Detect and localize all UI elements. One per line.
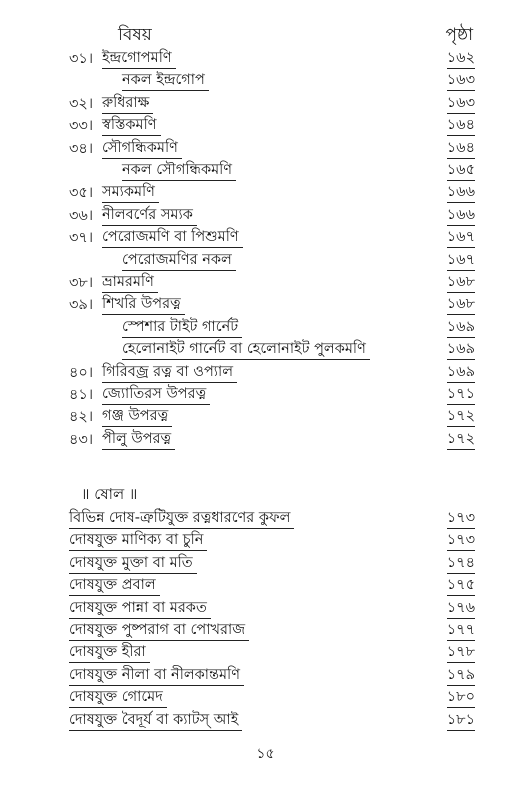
entry-title: সৌগন্ধিকমণি	[102, 138, 182, 159]
toc-entry	[0, 665, 531, 687]
toc-entry	[0, 93, 531, 115]
toc-entry	[0, 508, 531, 530]
entry-number: ৩৯।	[69, 297, 94, 314]
section-heading: ॥ ষোল ॥	[81, 485, 138, 503]
toc-entry	[0, 272, 531, 294]
toc-entry	[0, 317, 531, 339]
entry-title: দোষযুক্ত হীরা	[69, 642, 150, 663]
toc-entry	[0, 250, 531, 272]
entry-page: ১৭৪	[447, 553, 475, 574]
entry-page: ১৬৯	[447, 362, 475, 383]
toc-entry	[0, 227, 531, 249]
entry-title: দোষযুক্ত নীলা বা নীলকান্তমণি	[69, 665, 244, 686]
entry-number: ৩১।	[69, 51, 94, 67]
entry-page: ১৭৭	[447, 620, 475, 641]
header-page: পৃষ্ঠা	[445, 25, 473, 45]
entry-page: ১৬৩	[447, 93, 475, 114]
entry-title: ইন্দ্রগোপমণি	[102, 48, 176, 69]
entry-page: ১৭১	[447, 384, 475, 405]
entry-title: দোষযুক্ত পান্না বা মরকত	[69, 598, 211, 619]
entry-title: দোষযুক্ত গোমেদ	[69, 687, 167, 708]
entry-number: ৪০।	[69, 364, 94, 381]
entry-number: ৪১।	[69, 387, 94, 403]
entry-number: ৪২।	[69, 409, 94, 426]
entry-title: হেলোনাইট গার্নেট বা হেলোনাইট পুলকমণি	[122, 339, 370, 360]
entry-title: রুধিরাক্ষ	[102, 93, 153, 114]
entry-title: জ্যোতিরস উপরত্ন	[102, 384, 210, 405]
entry-page: ১৭৫	[447, 575, 475, 596]
entry-title: সম্যকমণি	[102, 182, 159, 203]
toc-entry	[0, 642, 531, 664]
entry-number: ৩৫।	[69, 185, 94, 202]
entry-page: ১৬৭	[447, 250, 475, 271]
entry-title: গঞ্জ উপরত্ন	[102, 406, 172, 427]
entry-page: ১৭৩	[447, 508, 475, 529]
entry-title: বিভিন্ন দোষ-ত্রুটিযুক্ত রত্নধারণের কুফল	[69, 508, 294, 529]
entry-title: দোষযুক্ত মুক্তা বা মতি	[69, 553, 197, 574]
toc-entry	[0, 687, 531, 709]
toc-entry	[0, 429, 531, 451]
toc-entry	[0, 406, 531, 428]
entry-page: ১৮০	[447, 687, 475, 708]
entry-title: দোষযুক্ত প্রবাল	[69, 575, 160, 596]
toc-entry	[0, 620, 531, 642]
entry-title: ভ্রামরমণি	[102, 272, 158, 293]
entry-page: ১৬২	[447, 48, 475, 69]
entry-title: দোষযুক্ত পুষ্পরাগ বা পোখরাজ	[69, 620, 249, 641]
entry-title: নকল সৌগন্ধিকমণি	[122, 160, 236, 181]
entry-page: ১৮১	[447, 710, 475, 731]
entry-title: দোষযুক্ত মাণিক্য বা চুনি	[69, 530, 207, 551]
entry-number: ৩৭।	[69, 230, 94, 247]
entry-page: ১৬৮	[447, 272, 475, 293]
entry-title: পেরোজমণির নকল	[122, 250, 236, 271]
entry-number: ৩৪।	[69, 140, 94, 157]
entry-title: দোষযুক্ত বৈদূর্য বা ক্যাটস্ আই	[69, 710, 242, 731]
entry-page: ১৭৯	[447, 665, 475, 686]
toc-entry	[0, 205, 531, 227]
entry-number: ৩৮।	[69, 275, 94, 291]
entry-page: ১৬৮	[447, 294, 475, 315]
entry-page: ১৬৭	[447, 227, 475, 248]
entry-title: শিখরি উপরত্ন	[102, 294, 185, 315]
section-heading-row	[0, 483, 531, 505]
page-number: ১৫	[256, 746, 275, 762]
entry-number: ৪৩।	[69, 431, 94, 448]
entry-number: ৩৩।	[69, 118, 94, 135]
toc-entry	[0, 553, 531, 575]
entry-page: ১৬৯	[447, 339, 475, 360]
entry-page: ১৭৬	[447, 598, 475, 619]
entry-title: পেরোজমণি বা পিশুমণি	[102, 227, 243, 248]
entry-page: ১৬৯	[447, 317, 475, 338]
entry-number: ৩২।	[69, 95, 94, 112]
toc-entry	[0, 48, 531, 70]
entry-page: ১৬৪	[447, 115, 475, 136]
toc-entry	[0, 598, 531, 620]
entry-title: নীলবর্ণের সম্যক	[102, 205, 197, 226]
entry-number: ৩৬।	[69, 207, 94, 224]
toc-entry	[0, 339, 531, 361]
entry-page: ১৭৮	[447, 642, 475, 663]
entry-title: গিরিবজ্র রত্ন বা ওপ্যাল	[102, 362, 237, 383]
toc-entry	[0, 138, 531, 160]
toc-entry	[0, 70, 531, 92]
toc-entry	[0, 362, 531, 384]
entry-page: ১৬৫	[447, 160, 475, 181]
toc-entry	[0, 575, 531, 597]
entry-page: ১৬৪	[447, 138, 475, 159]
entry-title: নকল ইন্দ্রগোপ	[122, 70, 209, 91]
header-subject: বিষয়	[118, 25, 152, 45]
entry-page: ১৭২	[447, 429, 475, 450]
entry-title: স্পেশার টাইট গার্নেট	[122, 317, 242, 338]
entry-page: ১৬৬	[447, 182, 475, 203]
toc-entry	[0, 160, 531, 182]
toc-entry	[0, 294, 531, 316]
entry-title: স্বস্তিকমণি	[102, 115, 161, 136]
toc-entry	[0, 530, 531, 552]
entry-title: পীলু উপরত্ন	[102, 429, 175, 450]
entry-page: ১৭৩	[447, 530, 475, 551]
toc-entry	[0, 182, 531, 204]
toc-entry	[0, 710, 531, 732]
entry-page: ১৬৩	[447, 70, 475, 91]
entry-page: ১৬৬	[447, 205, 475, 226]
entry-page: ১৭২	[447, 406, 475, 427]
toc-entry	[0, 115, 531, 137]
toc-entry	[0, 384, 531, 406]
